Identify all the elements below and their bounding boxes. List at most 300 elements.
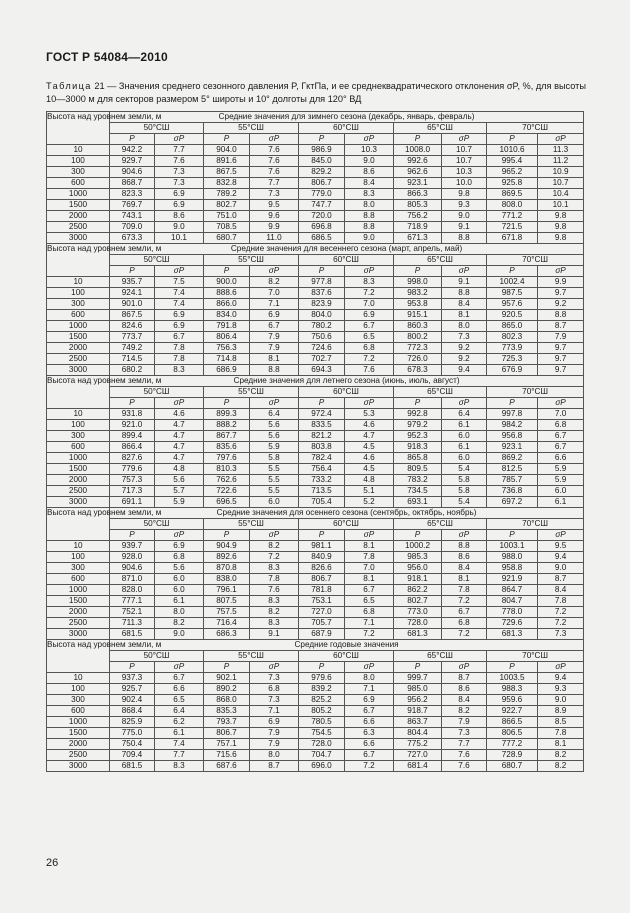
pressure-cell: 992.8 [394, 409, 442, 420]
deviation-cell: 5.5 [250, 464, 299, 475]
pressure-cell: 981.1 [299, 541, 345, 552]
pressure-symbol: P [299, 398, 345, 409]
pressure-cell: 754.5 [299, 728, 345, 739]
pressure-cell: 867.5 [110, 310, 155, 321]
latitude-row [47, 123, 584, 134]
pressure-cell: 979.6 [299, 673, 345, 684]
deviation-cell: 7.3 [250, 189, 299, 200]
deviation-cell: 5.8 [442, 486, 487, 497]
data-row [47, 475, 584, 486]
latitude-header: 70°СШ [487, 519, 584, 530]
symbol-row [47, 398, 584, 409]
latitude-header: 70°СШ [487, 387, 584, 398]
pressure-cell: 832.8 [204, 178, 250, 189]
pressure-cell: 681.5 [110, 761, 155, 772]
deviation-cell: 8.6 [442, 684, 487, 695]
data-row [47, 706, 584, 717]
deviation-cell: 8.3 [155, 761, 204, 772]
deviation-cell: 8.3 [250, 618, 299, 629]
pressure-cell: 904.9 [204, 541, 250, 552]
pressure-cell: 686.9 [204, 365, 250, 376]
pressure-cell: 777.2 [487, 739, 538, 750]
altitude-cell: 100 [47, 684, 110, 695]
pressure-cell: 773.7 [110, 332, 155, 343]
pressure-cell: 762.6 [204, 475, 250, 486]
deviation-cell: 9.5 [538, 541, 584, 552]
altitude-cell: 1500 [47, 728, 110, 739]
deviation-cell: 7.9 [250, 728, 299, 739]
pressure-cell: 781.8 [299, 585, 345, 596]
altitude-cell: 300 [47, 167, 110, 178]
deviation-cell: 5.9 [538, 475, 584, 486]
pressure-symbol: P [487, 398, 538, 409]
altitude-cell: 600 [47, 442, 110, 453]
pressure-cell: 891.6 [204, 156, 250, 167]
deviation-cell: 7.0 [538, 409, 584, 420]
pressure-cell: 736.8 [487, 486, 538, 497]
pressure-cell: 687.6 [204, 761, 250, 772]
deviation-cell: 6.3 [345, 728, 394, 739]
pressure-cell: 680.7 [204, 233, 250, 244]
pressure-cell: 757.1 [204, 739, 250, 750]
altitude-header: Высота над уровнем земли, м [47, 112, 110, 145]
altitude-cell: 600 [47, 178, 110, 189]
deviation-cell: 5.9 [250, 442, 299, 453]
pressure-cell: 1003.1 [487, 541, 538, 552]
deviation-cell: 5.9 [538, 464, 584, 475]
pressure-cell: 724.6 [299, 343, 345, 354]
pressure-cell: 673.3 [110, 233, 155, 244]
deviation-cell: 6.7 [345, 321, 394, 332]
deviation-symbol: σP [442, 662, 487, 673]
deviation-cell: 6.6 [345, 739, 394, 750]
pressure-cell: 860.3 [394, 321, 442, 332]
pressure-cell: 835.6 [204, 442, 250, 453]
deviation-cell: 7.4 [155, 288, 204, 299]
deviation-symbol: σP [155, 266, 204, 277]
pressure-cell: 804.4 [394, 728, 442, 739]
pressure-cell: 756.2 [394, 211, 442, 222]
latitude-header: 55°СШ [204, 651, 299, 662]
deviation-cell: 6.5 [155, 695, 204, 706]
pressure-cell: 785.7 [487, 475, 538, 486]
pressure-cell: 925.8 [487, 178, 538, 189]
deviation-symbol: σP [250, 530, 299, 541]
pressure-cell: 918.3 [394, 442, 442, 453]
pressure-cell: 728.0 [299, 739, 345, 750]
deviation-cell: 6.8 [155, 552, 204, 563]
pressure-cell: 721.5 [487, 222, 538, 233]
deviation-cell: 6.2 [155, 717, 204, 728]
pressure-cell: 796.1 [204, 585, 250, 596]
deviation-cell: 8.2 [442, 706, 487, 717]
deviation-cell: 8.5 [538, 717, 584, 728]
pressure-cell: 923.1 [394, 178, 442, 189]
deviation-symbol: σP [250, 398, 299, 409]
pressure-cell: 750.6 [299, 332, 345, 343]
deviation-cell: 8.3 [345, 277, 394, 288]
altitude-cell: 100 [47, 420, 110, 431]
data-row [47, 354, 584, 365]
caption-text: 21 — Значения среднего сезонного давления P, ГктПа, и ее среднеквадратического отклонения σP, %, для высоты 10—3000 м для секторов размером 5° широты и 10° долготы для 120° ВД [46, 81, 586, 104]
deviation-cell: 7.3 [250, 695, 299, 706]
deviation-cell: 5.9 [155, 497, 204, 508]
altitude-cell: 1000 [47, 585, 110, 596]
deviation-cell: 4.6 [345, 453, 394, 464]
deviation-cell: 6.8 [442, 618, 487, 629]
deviation-cell: 7.2 [345, 354, 394, 365]
deviation-cell: 8.3 [250, 596, 299, 607]
pressure-cell: 717.3 [110, 486, 155, 497]
pressure-cell: 899.4 [110, 431, 155, 442]
deviation-cell: 7.8 [250, 574, 299, 585]
pressure-cell: 715.6 [204, 750, 250, 761]
pressure-symbol: P [110, 530, 155, 541]
deviation-cell: 9.4 [442, 365, 487, 376]
pressure-cell: 686.3 [204, 629, 250, 640]
deviation-cell: 6.4 [250, 409, 299, 420]
symbol-row [47, 530, 584, 541]
season-title: Средние значения для летнего сезона (июнь, июль, август) [110, 376, 584, 387]
altitude-cell: 100 [47, 156, 110, 167]
pressure-cell: 718.9 [394, 222, 442, 233]
symbol-row [47, 134, 584, 145]
data-row [47, 332, 584, 343]
pressure-cell: 904.6 [110, 167, 155, 178]
altitude-cell: 3000 [47, 365, 110, 376]
pressure-cell: 939.7 [110, 541, 155, 552]
deviation-cell: 6.1 [442, 442, 487, 453]
pressure-cell: 780.5 [299, 717, 345, 728]
season-header-row [47, 244, 584, 255]
deviation-cell: 9.0 [538, 563, 584, 574]
pressure-cell: 728.9 [487, 750, 538, 761]
pressure-cell: 997.8 [487, 409, 538, 420]
deviation-cell: 9.1 [442, 277, 487, 288]
pressure-cell: 805.2 [299, 706, 345, 717]
deviation-cell: 7.6 [250, 156, 299, 167]
pressure-cell: 839.2 [299, 684, 345, 695]
deviation-cell: 9.8 [538, 233, 584, 244]
deviation-cell: 9.2 [442, 343, 487, 354]
deviation-cell: 7.8 [538, 728, 584, 739]
deviation-cell: 4.6 [345, 420, 394, 431]
altitude-header: Высота над уровнем земли, м [47, 508, 110, 541]
deviation-symbol: σP [155, 134, 204, 145]
deviation-cell: 7.7 [155, 750, 204, 761]
data-row [47, 277, 584, 288]
pressure-cell: 921.0 [110, 420, 155, 431]
pressure-symbol: P [299, 266, 345, 277]
pressure-cell: 827.6 [110, 453, 155, 464]
pressure-cell: 725.3 [487, 354, 538, 365]
season-header-row [47, 376, 584, 387]
data-row [47, 420, 584, 431]
deviation-cell: 7.0 [345, 299, 394, 310]
altitude-cell: 1000 [47, 189, 110, 200]
deviation-cell: 6.0 [442, 431, 487, 442]
deviation-cell: 9.8 [442, 189, 487, 200]
pressure-cell: 868.4 [110, 706, 155, 717]
deviation-cell: 5.6 [155, 563, 204, 574]
deviation-cell: 10.7 [538, 178, 584, 189]
pressure-cell: 866.3 [394, 189, 442, 200]
deviation-cell: 6.7 [345, 706, 394, 717]
altitude-cell: 3000 [47, 497, 110, 508]
deviation-cell: 10.4 [538, 189, 584, 200]
deviation-cell: 7.9 [442, 717, 487, 728]
pressure-symbol: P [394, 662, 442, 673]
deviation-cell: 9.7 [538, 343, 584, 354]
pressure-cell: 780.2 [299, 321, 345, 332]
deviation-cell: 6.1 [155, 596, 204, 607]
table-caption [46, 80, 586, 106]
deviation-cell: 8.7 [538, 321, 584, 332]
pressure-cell: 705.7 [299, 618, 345, 629]
altitude-cell: 600 [47, 706, 110, 717]
deviation-cell: 8.2 [155, 618, 204, 629]
pressure-cell: 823.9 [299, 299, 345, 310]
pressure-cell: 984.2 [487, 420, 538, 431]
deviation-cell: 10.7 [442, 156, 487, 167]
data-row [47, 739, 584, 750]
pressure-cell: 697.2 [487, 497, 538, 508]
pressure-cell: 959.6 [487, 695, 538, 706]
deviation-cell: 9.8 [538, 222, 584, 233]
deviation-cell: 6.0 [250, 497, 299, 508]
pressure-cell: 956.2 [394, 695, 442, 706]
pressure-cell: 867.7 [204, 431, 250, 442]
altitude-cell: 3000 [47, 233, 110, 244]
pressure-cell: 800.2 [394, 332, 442, 343]
deviation-cell: 7.6 [250, 167, 299, 178]
season-header-row [47, 640, 584, 651]
pressure-symbol: P [394, 134, 442, 145]
pressure-cell: 825.2 [299, 695, 345, 706]
altitude-cell: 100 [47, 288, 110, 299]
season-header-row [47, 112, 584, 123]
pressure-cell: 929.7 [110, 156, 155, 167]
pressure-cell: 953.8 [394, 299, 442, 310]
data-row [47, 156, 584, 167]
pressure-cell: 1000.2 [394, 541, 442, 552]
latitude-header: 55°СШ [204, 519, 299, 530]
data-row [47, 552, 584, 563]
data-row [47, 563, 584, 574]
pressure-cell: 918.7 [394, 706, 442, 717]
deviation-cell: 4.8 [155, 464, 204, 475]
deviation-cell: 11.3 [538, 145, 584, 156]
data-row [47, 189, 584, 200]
pressure-cell: 722.6 [204, 486, 250, 497]
deviation-cell: 9.5 [250, 200, 299, 211]
pressure-cell: 680.2 [110, 365, 155, 376]
deviation-cell: 7.9 [250, 343, 299, 354]
deviation-symbol: σP [538, 266, 584, 277]
deviation-cell: 4.7 [345, 431, 394, 442]
deviation-cell: 6.8 [345, 343, 394, 354]
deviation-cell: 6.0 [538, 486, 584, 497]
pressure-cell: 931.8 [110, 409, 155, 420]
deviation-cell: 6.7 [155, 673, 204, 684]
deviation-cell: 8.4 [442, 695, 487, 706]
deviation-symbol: σP [250, 662, 299, 673]
deviation-cell: 9.7 [538, 354, 584, 365]
altitude-cell: 1500 [47, 464, 110, 475]
deviation-cell: 9.4 [538, 552, 584, 563]
pressure-cell: 714.5 [110, 354, 155, 365]
pressure-cell: 773.0 [394, 607, 442, 618]
latitude-header: 70°СШ [487, 651, 584, 662]
data-row [47, 211, 584, 222]
pressure-cell: 728.0 [394, 618, 442, 629]
pressure-cell: 958.8 [487, 563, 538, 574]
deviation-symbol: σP [155, 398, 204, 409]
deviation-cell: 6.1 [442, 420, 487, 431]
latitude-header: 65°СШ [394, 255, 487, 266]
pressure-cell: 727.0 [394, 750, 442, 761]
pressure-cell: 888.2 [204, 420, 250, 431]
deviation-cell: 7.7 [250, 178, 299, 189]
pressure-cell: 757.5 [204, 607, 250, 618]
deviation-symbol: σP [345, 266, 394, 277]
deviation-cell: 7.9 [250, 739, 299, 750]
pressure-cell: 676.9 [487, 365, 538, 376]
pressure-cell: 789.2 [204, 189, 250, 200]
deviation-cell: 6.9 [345, 310, 394, 321]
altitude-cell: 1000 [47, 717, 110, 728]
pressure-symbol: P [204, 530, 250, 541]
pressure-cell: 826.6 [299, 563, 345, 574]
pressure-cell: 866.5 [487, 717, 538, 728]
symbol-row [47, 266, 584, 277]
latitude-header: 60°СШ [299, 651, 394, 662]
deviation-cell: 6.5 [345, 332, 394, 343]
deviation-cell: 6.9 [155, 189, 204, 200]
altitude-header: Высота над уровнем земли, м [47, 376, 110, 409]
deviation-cell: 5.1 [345, 486, 394, 497]
latitude-header: 65°СШ [394, 651, 487, 662]
pressure-cell: 681.3 [394, 629, 442, 640]
pressure-symbol: P [394, 398, 442, 409]
deviation-cell: 6.9 [155, 321, 204, 332]
deviation-cell: 6.4 [155, 706, 204, 717]
deviation-cell: 7.8 [155, 354, 204, 365]
pressure-cell: 802.7 [204, 200, 250, 211]
deviation-cell: 8.1 [345, 541, 394, 552]
deviation-cell: 7.6 [442, 750, 487, 761]
pressure-symbol: P [487, 266, 538, 277]
pressure-cell: 862.2 [394, 585, 442, 596]
deviation-cell: 6.7 [538, 442, 584, 453]
deviation-cell: 7.2 [345, 288, 394, 299]
pressure-cell: 904.6 [110, 563, 155, 574]
pressure-cell: 696.0 [299, 761, 345, 772]
deviation-cell: 8.0 [345, 673, 394, 684]
deviation-cell: 9.8 [538, 211, 584, 222]
pressure-cell: 985.0 [394, 684, 442, 695]
pressure-symbol: P [299, 662, 345, 673]
pressure-cell: 866.0 [204, 299, 250, 310]
deviation-cell: 6.7 [442, 607, 487, 618]
pressure-cell: 922.7 [487, 706, 538, 717]
deviation-cell: 9.2 [442, 354, 487, 365]
altitude-cell: 2000 [47, 343, 110, 354]
pressure-cell: 775.2 [394, 739, 442, 750]
pressure-symbol: P [394, 530, 442, 541]
deviation-cell: 5.4 [442, 497, 487, 508]
pressure-symbol: P [110, 134, 155, 145]
deviation-cell: 7.6 [442, 761, 487, 772]
deviation-cell: 8.7 [538, 574, 584, 585]
deviation-cell: 7.6 [155, 156, 204, 167]
pressure-symbol: P [204, 134, 250, 145]
data-row [47, 321, 584, 332]
pressure-cell: 821.2 [299, 431, 345, 442]
deviation-cell: 9.0 [442, 211, 487, 222]
pressure-cell: 693.1 [394, 497, 442, 508]
data-row [47, 596, 584, 607]
pressure-cell: 957.6 [487, 299, 538, 310]
deviation-cell: 6.1 [155, 728, 204, 739]
pressure-cell: 802.7 [394, 596, 442, 607]
altitude-cell: 2500 [47, 486, 110, 497]
deviation-cell: 7.7 [155, 145, 204, 156]
deviation-cell: 9.0 [345, 156, 394, 167]
deviation-cell: 7.4 [155, 739, 204, 750]
pressure-cell: 810.3 [204, 464, 250, 475]
altitude-cell: 2000 [47, 475, 110, 486]
altitude-header: Высота над уровнем земли, м [47, 640, 110, 673]
deviation-cell: 5.8 [442, 475, 487, 486]
deviation-symbol: σP [538, 398, 584, 409]
data-row [47, 728, 584, 739]
pressure-cell: 904.0 [204, 145, 250, 156]
pressure-cell: 863.7 [394, 717, 442, 728]
deviation-cell: 7.2 [442, 629, 487, 640]
latitude-header: 70°СШ [487, 255, 584, 266]
pressure-cell: 956.8 [487, 431, 538, 442]
pressure-cell: 804.0 [299, 310, 345, 321]
altitude-cell: 10 [47, 145, 110, 156]
deviation-cell: 8.8 [442, 288, 487, 299]
deviation-symbol: σP [442, 266, 487, 277]
data-row [47, 629, 584, 640]
deviation-cell: 4.5 [345, 442, 394, 453]
deviation-cell: 7.3 [538, 629, 584, 640]
deviation-cell: 8.6 [155, 211, 204, 222]
deviation-cell: 7.7 [442, 739, 487, 750]
season-title: Средние значения для осеннего сезона (сентябрь, октябрь, ноябрь) [110, 508, 584, 519]
pressure-cell: 696.5 [204, 497, 250, 508]
pressure-cell: 691.1 [110, 497, 155, 508]
pressure-cell: 899.3 [204, 409, 250, 420]
data-row [47, 431, 584, 442]
pressure-cell: 805.3 [394, 200, 442, 211]
pressure-cell: 1010.6 [487, 145, 538, 156]
deviation-cell: 6.9 [155, 541, 204, 552]
pressure-cell: 743.1 [110, 211, 155, 222]
pressure-cell: 965.2 [487, 167, 538, 178]
deviation-cell: 7.2 [345, 761, 394, 772]
data-row [47, 464, 584, 475]
data-row [47, 486, 584, 497]
altitude-cell: 10 [47, 409, 110, 420]
deviation-cell: 8.8 [538, 310, 584, 321]
pressure-cell: 777.1 [110, 596, 155, 607]
latitude-header: 50°СШ [110, 651, 204, 662]
deviation-cell: 9.1 [442, 222, 487, 233]
